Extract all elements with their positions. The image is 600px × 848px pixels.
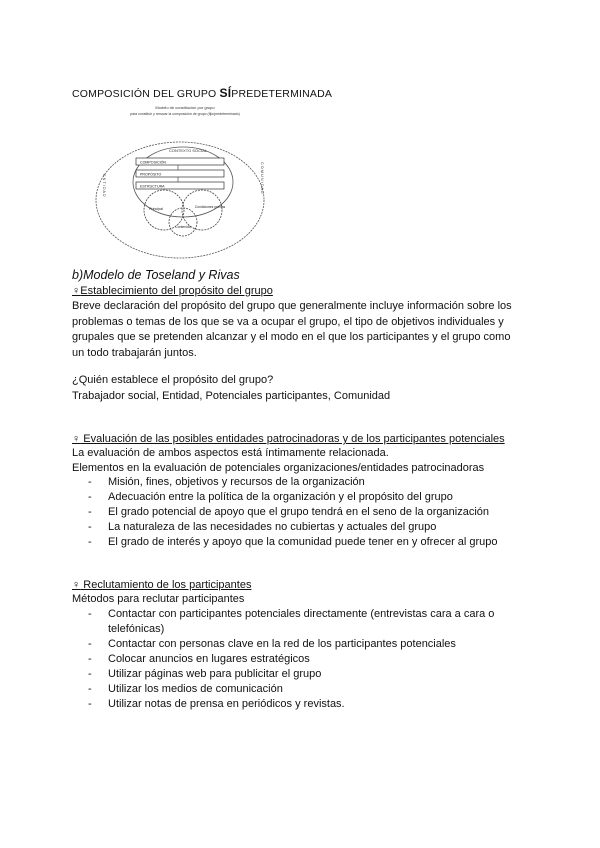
- list-item: - Utilizar páginas web para publicitar el grupo: [88, 667, 518, 682]
- section1-symbol-icon: ♀: [72, 285, 81, 297]
- section1-line: problemas o temas de los que se va a ocupar el grupo, el tipo de objetivos individuales y: [72, 315, 504, 328]
- diagram-caption-2: para constituir y renovar la composición de grupo (fijo/predeterminado): [130, 112, 240, 116]
- section2-symbol-icon: ♀: [72, 433, 81, 445]
- list-item: - Misión, fines, objetivos y recursos de la organización: [88, 475, 518, 490]
- section1-question: ¿Quién establece el propósito del grupo?: [72, 374, 274, 386]
- section1-heading: [72, 285, 273, 297]
- section2-heading: [72, 433, 505, 445]
- section1-title: Establecimiento del propósito del grupo: [80, 285, 273, 297]
- box-composicion-label: COMPOSICIÓN: [140, 160, 166, 165]
- list-item: - Utilizar los medios de comunicación: [88, 682, 518, 697]
- title-bold: SÍ: [219, 86, 232, 100]
- document-title: [72, 86, 332, 100]
- circle-left-label: Principal: [149, 207, 163, 211]
- left-side-label: E N T I D A D: [102, 174, 106, 197]
- section1-answer: Trabajador social, Entidad, Potenciales participantes, Comunidad: [72, 390, 391, 402]
- section1-paragraph: [72, 299, 522, 361]
- section1-line: Breve declaración del propósito del grupo que generalmente incluye información sobre los: [72, 300, 512, 312]
- list-item: - Contactar con personas clave en la red de los participantes potenciales: [88, 637, 518, 652]
- circle-right: [182, 190, 222, 230]
- section2-title: Evaluación de las posibles entidades patrocinadoras y de los participantes potenciales: [80, 433, 505, 445]
- diagram-caption-1: Modelo de constitución por grupo: [155, 105, 215, 110]
- list-item: - El grado de interés y apoyo que la comunidad puede tener en y ofrecer al grupo: [88, 535, 518, 550]
- section3-heading: [72, 579, 251, 591]
- outer-label: CONTEXTO SOCIAL: [169, 148, 207, 153]
- right-side-label: C O M U N I D A D: [260, 162, 264, 194]
- list-item: - El grado potencial de apoyo que el grupo tendrá en el seno de la organización: [88, 505, 518, 520]
- box-estructura-label: ESTRUCTURA: [140, 184, 165, 189]
- circle-bottom: [169, 208, 197, 236]
- section2-list: [88, 475, 518, 550]
- title-prefix: COMPOSICIÓN DEL GRUPO: [72, 88, 217, 100]
- title-suffix: PREDETERMINADA: [231, 88, 333, 100]
- list-item: - Colocar anuncios en lugares estratégicos: [88, 652, 518, 667]
- list-item: - Contactar con participantes potenciales directamente (entrevistas cara a cara o telefónicas): [88, 607, 518, 637]
- model-heading: b)Modelo de Toseland y Rivas: [72, 268, 240, 282]
- section1-line: un todo trabajarán juntos.: [72, 346, 197, 359]
- section3-symbol-icon: ♀: [72, 579, 81, 591]
- list-item: - La naturaleza de las necesidades no cubiertas y actuales del grupo: [88, 520, 518, 535]
- section2-line1: La evaluación de ambos aspectos está íntimamente relacionada.: [72, 447, 389, 459]
- section1-line: grupales que se pretenden alcanzar y el modo en el que los participantes y el grupo como: [72, 331, 511, 343]
- list-item: - Adecuación entre la política de la organización y el propósito del grupo: [88, 490, 518, 505]
- composition-diagram: [90, 104, 280, 264]
- section2-line2: Elementos en la evaluación de potenciales organizaciones/entidades patrocinadoras: [72, 462, 485, 474]
- section3-list: [88, 607, 518, 712]
- box-proposito-label: PROPÓSITO: [140, 172, 162, 177]
- list-item: - Utilizar notas de prensa en periódicos y revistas.: [88, 697, 518, 712]
- section3-intro: Métodos para reclutar participantes: [72, 593, 245, 605]
- circle-bottom-label: Contenido: [175, 225, 191, 229]
- section3-title: Reclutamiento de los participantes: [80, 579, 252, 591]
- circle-right-label: Condiciones previas: [194, 205, 226, 209]
